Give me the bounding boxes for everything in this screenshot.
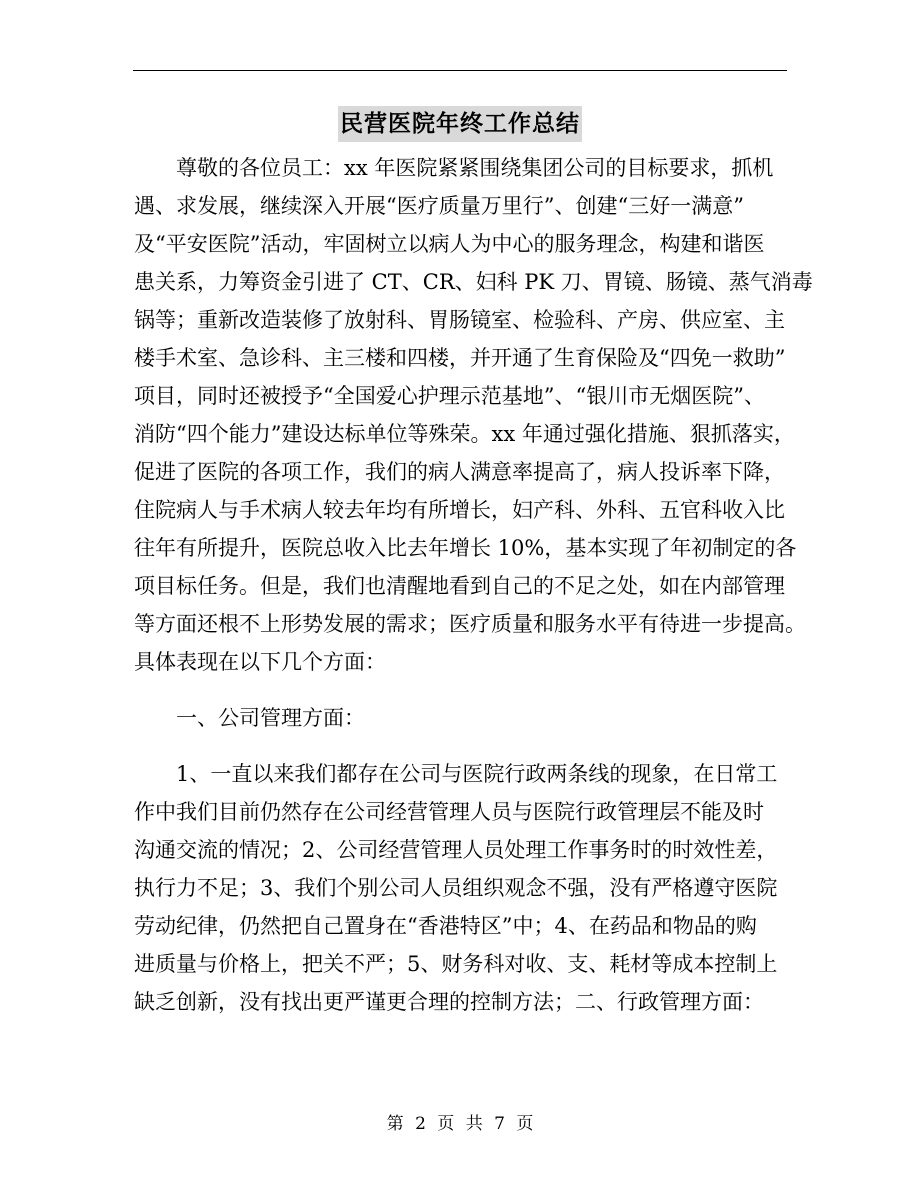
body-line-17: 作中我们目前仍然存在公司经营管理人员与医院行政管理层不能及时: [134, 800, 764, 824]
body-line-1: 尊敬的各位员工：xx 年医院紧紧围绕集团公司的目标要求，抓机: [176, 156, 774, 180]
body-line-3: 及“平安医院”活动，牢固树立以病人为中心的服务理念，构建和谐医: [134, 232, 765, 256]
document-title-block: [0, 106, 920, 142]
body-line-20: 劳动纪律，仍然把自己置身在“香港特区”中；4、在药品和物品的购: [134, 914, 757, 938]
body-line-16: 1、一直以来我们都存在公司与医院行政两条线的现象，在日常工: [176, 762, 778, 786]
body-line-11: 往年有所提升，医院总收入比去年增长 10%，基本实现了年初制定的各: [134, 536, 797, 560]
body-line-21: 进质量与价格上，把关不严；5、财务科对收、支、耗材等成本控制上: [134, 952, 778, 976]
body-line-4: 患关系，力筹资金引进了 CT、CR、妇科 PK 刀、胃镜、肠镜、蒸气消毒: [134, 270, 813, 294]
section-heading: 一、公司管理方面：: [176, 706, 365, 730]
body-line-13: 等方面还根不上形势发展的需求；医疗质量和服务水平有待进一步提高。: [134, 612, 806, 636]
page-footer: 第 2 页 共 7 页: [386, 1114, 534, 1134]
body-line-14: 具体表现在以下几个方面：: [134, 650, 386, 674]
body-line-12: 项目标任务。但是，我们也清醒地看到自己的不足之处，如在内部管理: [134, 574, 785, 598]
body-line-19: 执行力不足；3、我们个别公司人员组织观念不强，没有严格遵守医院: [134, 876, 778, 900]
body-line-2: 遇、求发展，继续深入开展“医疗质量万里行”、创建“三好一满意”: [134, 194, 744, 218]
body-line-5: 锅等；重新改造装修了放射科、胃肠镜室、检验科、产房、供应室、主: [134, 308, 785, 332]
body-line-8: 消防“四个能力”建设达标单位等殊荣。xx 年通过强化措施、狠抓落实，: [134, 422, 795, 446]
body-line-6: 楼手术室、急诊科、主三楼和四楼，并开通了生育保险及“四免一救助”: [134, 346, 786, 370]
body-line-10: 住院病人与手术病人较去年均有所增长，妇产科、外科、五官科收入比: [134, 498, 785, 522]
header-rule: [133, 70, 787, 71]
body-line-7: 项目，同时还被授予“全国爱心护理示范基地”、“银川市无烟医院”、: [134, 384, 765, 408]
document-title: 民营医院年终工作总结: [338, 106, 582, 142]
body-line-22: 缺乏创新，没有找出更严谨更合理的控制方法；二、行政管理方面：: [134, 990, 764, 1014]
body-line-18: 沟通交流的情况；2、公司经营管理人员处理工作事务时的时效性差，: [134, 838, 778, 862]
body-line-9: 促进了医院的各项工作，我们的病人满意率提高了，病人投诉率下降，: [134, 460, 785, 484]
